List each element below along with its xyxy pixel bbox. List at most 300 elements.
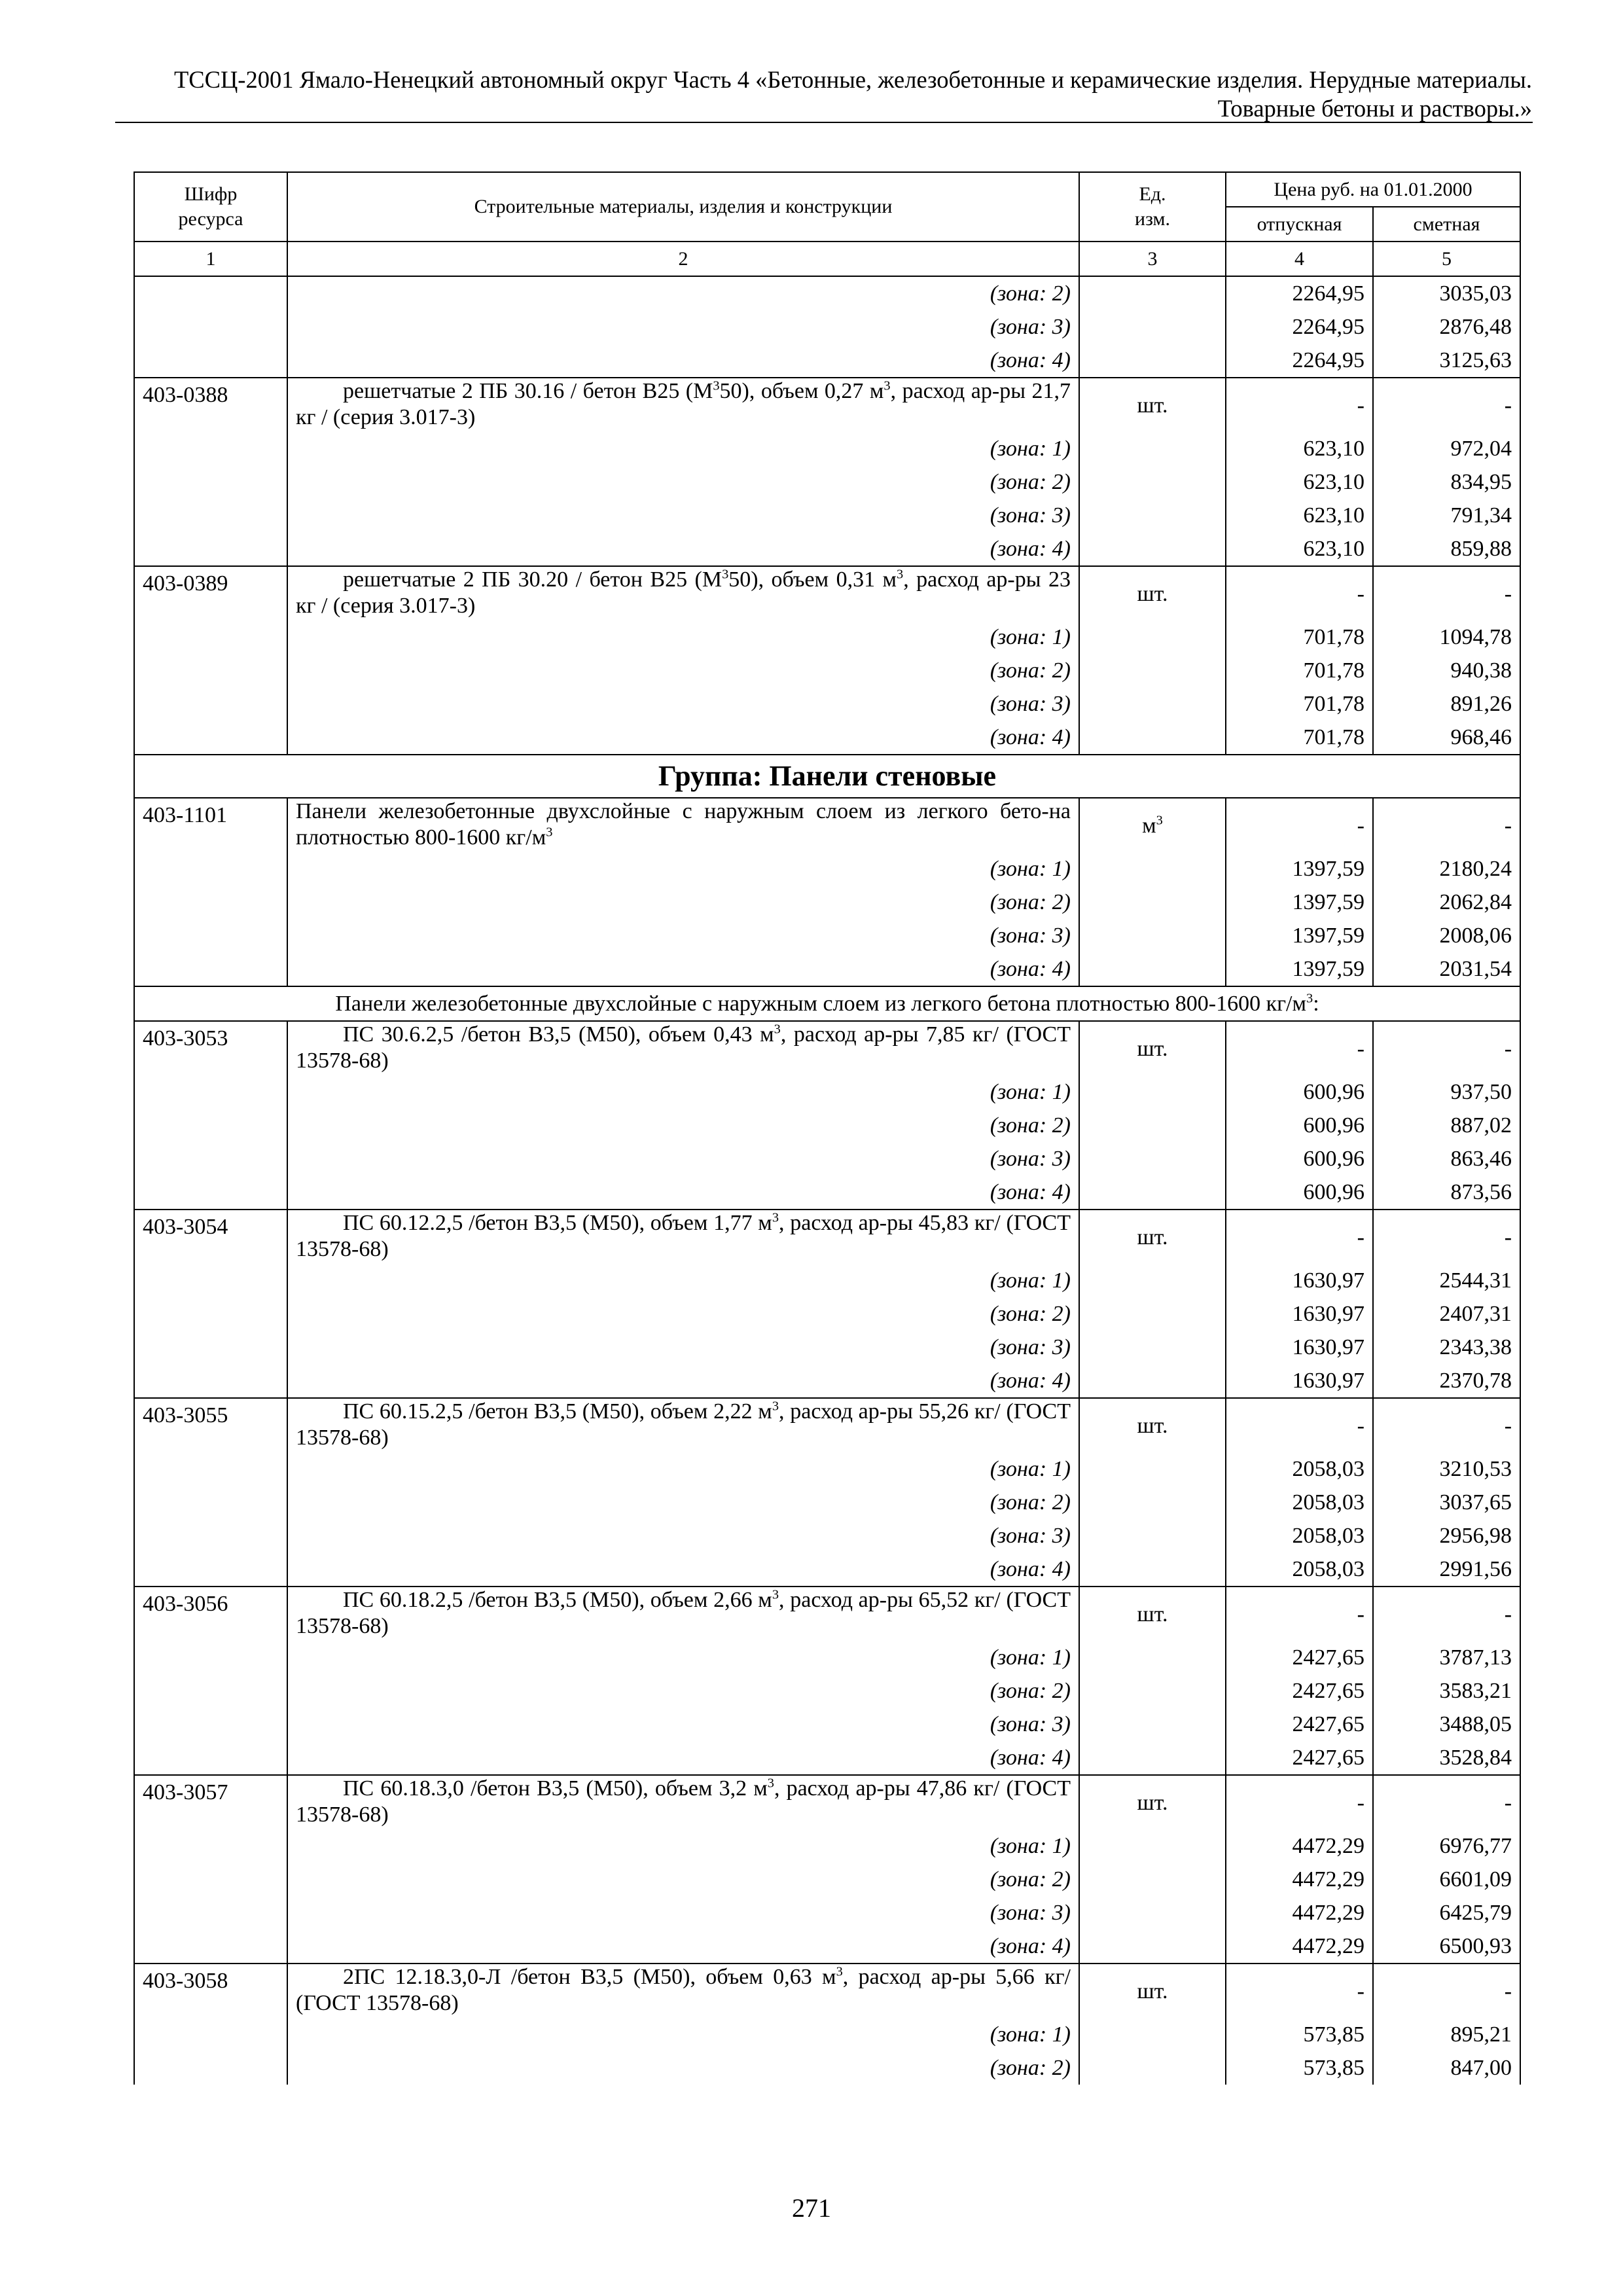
estimate-price: 3037,65 xyxy=(1373,1486,1520,1519)
release-price: 701,78 xyxy=(1226,721,1373,755)
desc-text: решетчатые 2 ПБ 30.16 / бетон В25 (М xyxy=(343,379,713,403)
code-cell-empty xyxy=(134,1863,287,1896)
resource-code: 403-0388 xyxy=(134,378,287,432)
col-header-price: Цена руб. на 01.01.2000 xyxy=(1226,172,1520,207)
release-price: 2058,03 xyxy=(1226,1452,1373,1486)
desc-text: ПС 60.18.2,5 /бетон В3,5 (М50), объем 2,66 м xyxy=(343,1588,772,1612)
unit-cell-empty xyxy=(1079,1896,1226,1929)
zone-label: (зона: 2) xyxy=(287,886,1079,919)
code-cell-empty xyxy=(134,1075,287,1109)
item-row xyxy=(134,1210,1520,1264)
release-price: 2058,03 xyxy=(1226,1519,1373,1552)
zone-label: (зона: 2) xyxy=(287,654,1079,687)
unit-cell-empty xyxy=(1079,1641,1226,1674)
superscript: 3 xyxy=(772,1210,779,1225)
zone-label: (зона: 3) xyxy=(287,499,1079,532)
unit-cell-empty xyxy=(1079,344,1226,378)
zone-row xyxy=(134,344,1520,378)
release-price: 600,96 xyxy=(1226,1175,1373,1210)
unit-cell-empty xyxy=(1079,1452,1226,1486)
zone-label: (зона: 1) xyxy=(287,1641,1079,1674)
desc-text: решетчатые 2 ПБ 30.20 / бетон В25 (М xyxy=(343,567,722,592)
code-cell-empty xyxy=(134,1741,287,1775)
superscript: 3 xyxy=(772,1587,779,1602)
estimate-price: - xyxy=(1373,798,1520,852)
release-price: - xyxy=(1226,1964,1373,2018)
estimate-price: 863,46 xyxy=(1373,1142,1520,1175)
estimate-price: 895,21 xyxy=(1373,2018,1520,2051)
release-price: - xyxy=(1226,1210,1373,1264)
estimate-price: 3528,84 xyxy=(1373,1741,1520,1775)
desc-text: 50), объем 0,31 м xyxy=(728,567,897,592)
zone-row xyxy=(134,1331,1520,1364)
zone-row xyxy=(134,1863,1520,1896)
zone-row xyxy=(134,721,1520,755)
estimate-price: 3488,05 xyxy=(1373,1708,1520,1741)
col-number: 1 xyxy=(134,242,287,276)
zone-label: (зона: 2) xyxy=(287,1486,1079,1519)
estimate-price: 3035,03 xyxy=(1373,276,1520,310)
estimate-price: 3125,63 xyxy=(1373,344,1520,378)
release-price: - xyxy=(1226,566,1373,620)
estimate-price: 791,34 xyxy=(1373,499,1520,532)
estimate-price: 972,04 xyxy=(1373,432,1520,465)
estimate-price: 2062,84 xyxy=(1373,886,1520,919)
zone-label: (зона: 1) xyxy=(287,1829,1079,1863)
unit-cell-empty xyxy=(1079,1297,1226,1331)
unit-cell-empty xyxy=(1079,2051,1226,2085)
code-cell-empty xyxy=(134,1708,287,1741)
zone-row xyxy=(134,1896,1520,1929)
col-number: 3 xyxy=(1079,242,1226,276)
group-title: Группа: Панели стеновые xyxy=(134,755,1520,798)
desc-text: , расход ар-ры 23 кг / (серия 3.017-3) xyxy=(296,567,1071,618)
col-header-name: Строительные материалы, изделия и конструкции xyxy=(287,172,1079,242)
unit-text: м xyxy=(1142,813,1156,838)
zone-label: (зона: 3) xyxy=(287,919,1079,952)
release-price: 573,85 xyxy=(1226,2018,1373,2051)
col-number: 5 xyxy=(1373,242,1520,276)
unit-text: шт. xyxy=(1137,1225,1168,1249)
unit-text: шт. xyxy=(1137,1413,1168,1438)
code-cell-empty xyxy=(134,1364,287,1398)
unit-cell-empty xyxy=(1079,687,1226,721)
unit-cell-empty xyxy=(1079,1264,1226,1297)
zone-label: (зона: 4) xyxy=(287,1741,1079,1775)
estimate-price: 2876,48 xyxy=(1373,310,1520,344)
unit-cell-empty xyxy=(1079,2018,1226,2051)
unit-cell-empty xyxy=(1079,432,1226,465)
estimate-price: 1094,78 xyxy=(1373,620,1520,654)
unit-cell-empty xyxy=(1079,852,1226,886)
release-price: 1397,59 xyxy=(1226,852,1373,886)
superscript: 3 xyxy=(836,1964,843,1979)
zone-label: (зона: 1) xyxy=(287,852,1079,886)
estimate-price: - xyxy=(1373,378,1520,432)
code-cell-empty xyxy=(134,852,287,886)
unit xyxy=(1079,1964,1226,2018)
estimate-price: - xyxy=(1373,566,1520,620)
estimate-price: - xyxy=(1373,1021,1520,1075)
estimate-price: 6500,93 xyxy=(1373,1929,1520,1964)
release-price: - xyxy=(1226,1775,1373,1829)
release-price: 701,78 xyxy=(1226,687,1373,721)
zone-label: (зона: 3) xyxy=(287,1142,1079,1175)
estimate-price: 873,56 xyxy=(1373,1175,1520,1210)
code-cell-empty xyxy=(134,1641,287,1674)
zone-row xyxy=(134,465,1520,499)
code-cell-empty xyxy=(134,687,287,721)
zone-row xyxy=(134,886,1520,919)
superscript: 3 xyxy=(774,1022,781,1037)
zone-row xyxy=(134,1708,1520,1741)
unit-cell-empty xyxy=(1079,1075,1226,1109)
col-header-code: Шифр ресурса xyxy=(134,172,287,242)
group-row xyxy=(134,755,1520,798)
col-number: 2 xyxy=(287,242,1079,276)
estimate-price: - xyxy=(1373,1587,1520,1641)
item-description xyxy=(287,1210,1079,1264)
resource-code: 403-3056 xyxy=(134,1587,287,1641)
resource-code: 403-3058 xyxy=(134,1964,287,2018)
code-cell-empty xyxy=(134,1929,287,1964)
unit-text: шт. xyxy=(1137,1979,1168,2003)
estimate-price: 3787,13 xyxy=(1373,1641,1520,1674)
code-cell-empty xyxy=(134,532,287,566)
release-price: 1397,59 xyxy=(1226,919,1373,952)
code-cell-empty xyxy=(134,1674,287,1708)
superscript: 3 xyxy=(772,1399,779,1414)
unit-cell-empty xyxy=(1079,1142,1226,1175)
superscript: 3 xyxy=(1156,813,1163,828)
code-cell-empty xyxy=(134,1175,287,1210)
zone-label: (зона: 4) xyxy=(287,344,1079,378)
unit-text: шт. xyxy=(1137,581,1168,606)
code-cell-empty xyxy=(134,465,287,499)
estimate-price: 3210,53 xyxy=(1373,1452,1520,1486)
release-price: 701,78 xyxy=(1226,654,1373,687)
unit-cell-empty xyxy=(1079,919,1226,952)
zone-row xyxy=(134,1486,1520,1519)
estimate-price: 2031,54 xyxy=(1373,952,1520,986)
item-row xyxy=(134,566,1520,620)
release-price: 623,10 xyxy=(1226,499,1373,532)
zone-row xyxy=(134,1075,1520,1109)
desc-text: , расход ар-ры 5,66 кг/ (ГОСТ 13578-68) xyxy=(296,1965,1071,2015)
estimate-price: - xyxy=(1373,1398,1520,1452)
resource-code: 403-3053 xyxy=(134,1021,287,1075)
code-cell-empty xyxy=(134,276,287,310)
subheader-colon: : xyxy=(1313,992,1319,1016)
superscript: 3 xyxy=(897,567,904,582)
zone-label: (зона: 1) xyxy=(287,2018,1079,2051)
resource-code: 403-0389 xyxy=(134,566,287,620)
unit-cell-empty xyxy=(1079,1674,1226,1708)
code-cell-empty xyxy=(134,1829,287,1863)
running-header xyxy=(115,65,1532,123)
code-cell-empty xyxy=(134,1109,287,1142)
zone-label: (зона: 3) xyxy=(287,1896,1079,1929)
running-header-line1: ТССЦ-2001 Ямало-Ненецкий автономный округ Часть 4 «Бетонные, железобетонные и керамические изделия. Нерудные материалы. xyxy=(173,66,1532,93)
zone-label: (зона: 4) xyxy=(287,721,1079,755)
desc-text: , расход ар-ры 21,7 кг / (серия 3.017-3) xyxy=(296,379,1071,429)
zone-row xyxy=(134,1142,1520,1175)
code-cell-empty xyxy=(134,432,287,465)
superscript: 3 xyxy=(546,825,553,840)
release-price: 600,96 xyxy=(1226,1142,1373,1175)
zone-row xyxy=(134,1264,1520,1297)
unit-cell-empty xyxy=(1079,310,1226,344)
item-row xyxy=(134,1021,1520,1075)
estimate-price: - xyxy=(1373,1210,1520,1264)
code-cell-empty xyxy=(134,1486,287,1519)
zone-label: (зона: 1) xyxy=(287,1264,1079,1297)
code-cell-empty xyxy=(134,1264,287,1297)
release-price: - xyxy=(1226,1398,1373,1452)
resource-code: 403-3057 xyxy=(134,1775,287,1829)
zone-label: (зона: 1) xyxy=(287,1452,1079,1486)
zone-row xyxy=(134,1674,1520,1708)
estimate-price: 6601,09 xyxy=(1373,1863,1520,1896)
zone-label: (зона: 3) xyxy=(287,1331,1079,1364)
item-description xyxy=(287,1775,1079,1829)
estimate-price: 2370,78 xyxy=(1373,1364,1520,1398)
release-price: 4472,29 xyxy=(1226,1896,1373,1929)
release-price: 623,10 xyxy=(1226,465,1373,499)
unit-cell-empty xyxy=(1079,1863,1226,1896)
release-price: 1397,59 xyxy=(1226,886,1373,919)
code-cell-empty xyxy=(134,344,287,378)
code-cell-empty xyxy=(134,1552,287,1587)
zone-label: (зона: 3) xyxy=(287,1519,1079,1552)
code-cell-empty xyxy=(134,310,287,344)
desc-text: ПС 60.18.3,0 /бетон В3,5 (М50), объем 3,2 м xyxy=(343,1776,768,1801)
zone-row xyxy=(134,1641,1520,1674)
unit xyxy=(1079,798,1226,852)
release-price: 1630,97 xyxy=(1226,1331,1373,1364)
unit-cell-empty xyxy=(1079,465,1226,499)
unit-cell-empty xyxy=(1079,620,1226,654)
zone-label: (зона: 3) xyxy=(287,687,1079,721)
item-row xyxy=(134,1398,1520,1452)
zone-label: (зона: 4) xyxy=(287,1929,1079,1964)
unit-cell-empty xyxy=(1079,532,1226,566)
header-rule xyxy=(115,122,1533,123)
desc-text: 50), объем 0,27 м xyxy=(719,379,884,403)
release-price: 1630,97 xyxy=(1226,1297,1373,1331)
desc-text: Панели железобетонные двухслойные с наружным слоем из легкого бето-на плотностью 800-1600 кг/м xyxy=(296,799,1071,850)
release-price: 701,78 xyxy=(1226,620,1373,654)
release-price: 2058,03 xyxy=(1226,1486,1373,1519)
item-row xyxy=(134,1964,1520,2018)
unit-text: шт. xyxy=(1137,1790,1168,1815)
zone-row xyxy=(134,1364,1520,1398)
estimate-price: 2544,31 xyxy=(1373,1264,1520,1297)
zone-row xyxy=(134,1519,1520,1552)
zone-label: (зона: 1) xyxy=(287,620,1079,654)
item-description xyxy=(287,1964,1079,2018)
release-price: 1630,97 xyxy=(1226,1364,1373,1398)
release-price: 1397,59 xyxy=(1226,952,1373,986)
zone-label: (зона: 4) xyxy=(287,1552,1079,1587)
col-header-estimate: сметная xyxy=(1373,207,1520,242)
zone-label: (зона: 4) xyxy=(287,952,1079,986)
unit-cell-empty xyxy=(1079,1519,1226,1552)
unit-cell-empty xyxy=(1079,1708,1226,1741)
zone-row xyxy=(134,1741,1520,1775)
release-price: 2264,95 xyxy=(1226,276,1373,310)
release-price: 2264,95 xyxy=(1226,310,1373,344)
zone-row xyxy=(134,852,1520,886)
zone-row xyxy=(134,1452,1520,1486)
running-header-line2: Товарные бетоны и растворы.» xyxy=(1217,95,1532,122)
estimate-price: 834,95 xyxy=(1373,465,1520,499)
release-price: 4472,29 xyxy=(1226,1929,1373,1964)
unit xyxy=(1079,566,1226,620)
zone-row xyxy=(134,687,1520,721)
estimate-price: 2343,38 xyxy=(1373,1331,1520,1364)
item-description xyxy=(287,1021,1079,1075)
unit-cell-empty xyxy=(1079,1929,1226,1964)
release-price: 2427,65 xyxy=(1226,1708,1373,1741)
item-description xyxy=(287,378,1079,432)
zone-row xyxy=(134,532,1520,566)
desc-text: , расход ар-ры 47,86 кг/ (ГОСТ 13578-68) xyxy=(296,1776,1071,1827)
estimate-price: 2407,31 xyxy=(1373,1297,1520,1331)
zone-row xyxy=(134,1175,1520,1210)
code-cell-empty xyxy=(134,1142,287,1175)
release-price: 623,10 xyxy=(1226,432,1373,465)
unit-cell-empty xyxy=(1079,499,1226,532)
release-price: 2427,65 xyxy=(1226,1741,1373,1775)
zone-row xyxy=(134,952,1520,986)
item-row xyxy=(134,378,1520,432)
superscript: 3 xyxy=(722,567,729,582)
unit-cell-empty xyxy=(1079,1109,1226,1142)
release-price: 4472,29 xyxy=(1226,1829,1373,1863)
zone-row xyxy=(134,1297,1520,1331)
estimate-price: 887,02 xyxy=(1373,1109,1520,1142)
release-price: 4472,29 xyxy=(1226,1863,1373,1896)
subheader-text xyxy=(134,986,1520,1021)
unit-cell-empty xyxy=(1079,276,1226,310)
zone-row xyxy=(134,654,1520,687)
zone-label: (зона: 4) xyxy=(287,1364,1079,1398)
zone-label: (зона: 2) xyxy=(287,2051,1079,2085)
code-cell-empty xyxy=(134,1896,287,1929)
desc-text: , расход ар-ры 45,83 кг/ (ГОСТ 13578-68) xyxy=(296,1211,1071,1261)
superscript: 3 xyxy=(767,1776,774,1791)
zone-label: (зона: 4) xyxy=(287,532,1079,566)
code-cell-empty xyxy=(134,2051,287,2085)
unit xyxy=(1079,1587,1226,1641)
col-header-release: отпускная xyxy=(1226,207,1373,242)
zone-label: (зона: 1) xyxy=(287,432,1079,465)
unit-cell-empty xyxy=(1079,1331,1226,1364)
release-price: 600,96 xyxy=(1226,1109,1373,1142)
estimate-price: 968,46 xyxy=(1373,721,1520,755)
zone-row xyxy=(134,432,1520,465)
desc-text: ПС 30.6.2,5 /бетон В3,5 (М50), объем 0,43 м xyxy=(343,1022,774,1047)
unit xyxy=(1079,378,1226,432)
zone-row xyxy=(134,276,1520,310)
desc-text: ПС 60.15.2,5 /бетон В3,5 (М50), объем 2,22 м xyxy=(343,1399,772,1424)
release-price: 2427,65 xyxy=(1226,1674,1373,1708)
estimate-price: 6976,77 xyxy=(1373,1829,1520,1863)
superscript: 3 xyxy=(1306,991,1313,1006)
code-cell-empty xyxy=(134,2018,287,2051)
unit-cell-empty xyxy=(1079,721,1226,755)
unit xyxy=(1079,1210,1226,1264)
estimate-price: 940,38 xyxy=(1373,654,1520,687)
estimate-price: 2180,24 xyxy=(1373,852,1520,886)
item-description xyxy=(287,566,1079,620)
release-price: 573,85 xyxy=(1226,2051,1373,2085)
estimate-price: 3583,21 xyxy=(1373,1674,1520,1708)
zone-row xyxy=(134,919,1520,952)
estimate-price: 859,88 xyxy=(1373,532,1520,566)
desc-text: ПС 60.12.2,5 /бетон В3,5 (М50), объем 1,77 м xyxy=(343,1211,772,1235)
zone-row xyxy=(134,2051,1520,2085)
unit-cell-empty xyxy=(1079,1829,1226,1863)
zone-row xyxy=(134,2018,1520,2051)
zone-row xyxy=(134,620,1520,654)
unit-cell-empty xyxy=(1079,1175,1226,1210)
unit xyxy=(1079,1775,1226,1829)
zone-row xyxy=(134,1929,1520,1964)
code-cell-empty xyxy=(134,620,287,654)
code-cell-empty xyxy=(134,654,287,687)
zone-label: (зона: 2) xyxy=(287,1297,1079,1331)
code-cell-empty xyxy=(134,1331,287,1364)
release-price: 600,96 xyxy=(1226,1075,1373,1109)
item-description xyxy=(287,798,1079,852)
estimate-price: 847,00 xyxy=(1373,2051,1520,2085)
code-cell-empty xyxy=(134,1519,287,1552)
page-number: 271 xyxy=(792,2193,831,2223)
zone-label: (зона: 2) xyxy=(287,465,1079,499)
zone-label: (зона: 3) xyxy=(287,310,1079,344)
unit-cell-empty xyxy=(1079,952,1226,986)
release-price: 2427,65 xyxy=(1226,1641,1373,1674)
zone-label: (зона: 2) xyxy=(287,1674,1079,1708)
estimate-price: 2991,56 xyxy=(1373,1552,1520,1587)
release-price: 2264,95 xyxy=(1226,344,1373,378)
zone-label: (зона: 2) xyxy=(287,1863,1079,1896)
release-price: - xyxy=(1226,1587,1373,1641)
desc-text: , расход ар-ры 55,26 кг/ (ГОСТ 13578-68) xyxy=(296,1399,1071,1450)
zone-row xyxy=(134,1829,1520,1863)
zone-row xyxy=(134,499,1520,532)
release-price: 1630,97 xyxy=(1226,1264,1373,1297)
col-number: 4 xyxy=(1226,242,1373,276)
col-header-unit: Ед. изм. xyxy=(1079,172,1226,242)
desc-text: , расход ар-ры 7,85 кг/ (ГОСТ 13578-68) xyxy=(296,1022,1071,1073)
item-description xyxy=(287,1398,1079,1452)
subheader-row xyxy=(134,986,1520,1021)
code-cell-empty xyxy=(134,499,287,532)
estimate-price: 6425,79 xyxy=(1373,1896,1520,1929)
release-price: - xyxy=(1226,798,1373,852)
unit-text: шт. xyxy=(1137,1036,1168,1061)
code-cell-empty xyxy=(134,952,287,986)
unit-cell-empty xyxy=(1079,886,1226,919)
subheader-label: Панели железобетонные двухслойные с наружным слоем из легкого бетона плотностью 800-1600 кг/м xyxy=(335,992,1307,1016)
release-price: 2058,03 xyxy=(1226,1552,1373,1587)
zone-label: (зона: 2) xyxy=(287,276,1079,310)
code-cell-empty xyxy=(134,919,287,952)
code-cell-empty xyxy=(134,1452,287,1486)
